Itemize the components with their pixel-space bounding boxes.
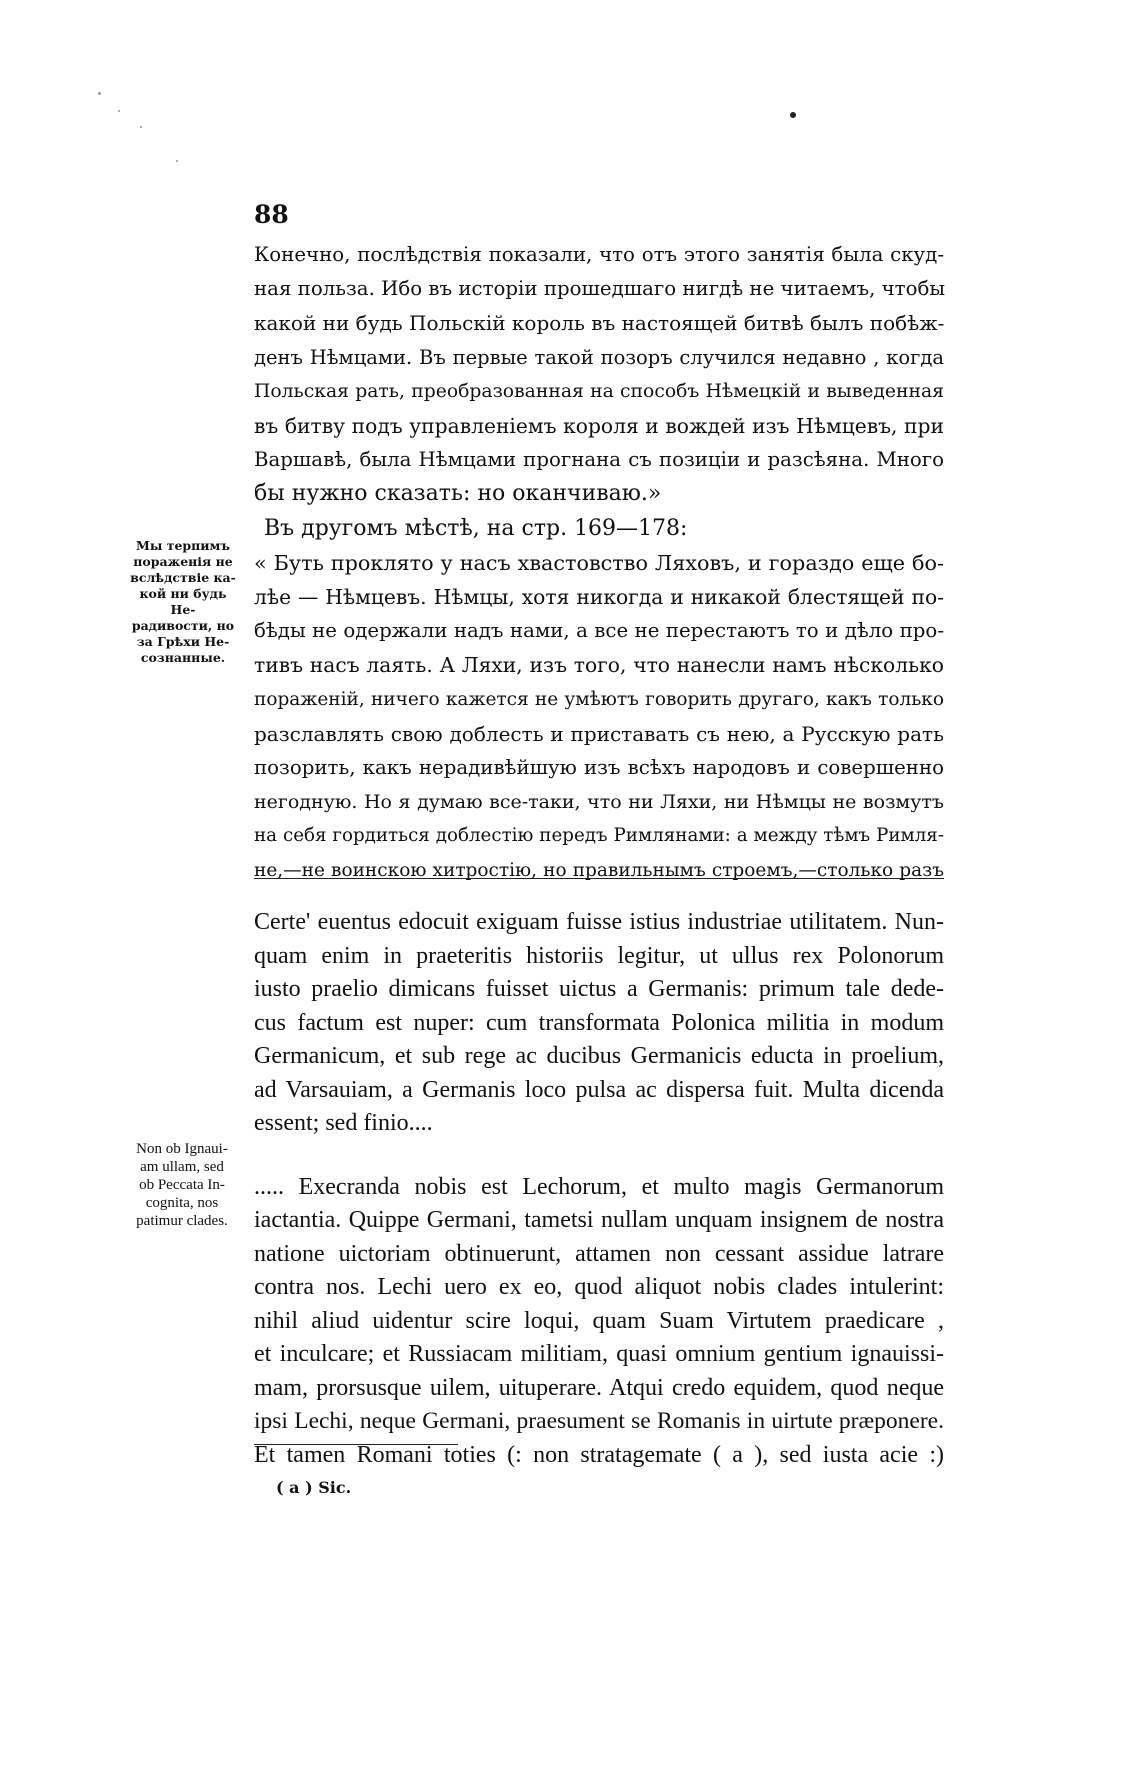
text-line: не,—не воинскою хитростію, но правильнымъ строемъ,—столько разъ — [254, 859, 944, 881]
russian-paragraph-1 — [254, 238, 944, 512]
text-line: quam enim in praeteritis historiis legitur, ut ullus rex Polonorum — [254, 942, 944, 969]
paragraph-gap — [254, 1141, 944, 1171]
text-line: ipsi Lechi, neque Germani, praesument se Romanis in uirtute præponere. — [254, 1408, 944, 1434]
footnote: ( a ) Sic. — [276, 1478, 352, 1497]
margin-note-latin — [122, 1140, 242, 1230]
text-line: contra nos. Lechi uero ex eo, quod aliquot nobis clades intulerint: — [254, 1274, 944, 1300]
text-line: какой ни будь Польскій король въ настоящей битвѣ былъ побѣж- — [254, 311, 945, 336]
text-line: бы нужно сказать: но оканчиваю.» — [254, 481, 662, 507]
margin-note-line: Мы терпимъ — [135, 538, 231, 553]
margin-note-line: patimur clades. — [136, 1213, 228, 1229]
text-line: негодную. Но я думаю все-таки, что ни Ляхи, ни Нѣмцы не возмутъ — [254, 791, 944, 814]
text-line: ная польза. Ибо въ исторіи прошедшаго нигдѣ не читаемъ, чтобы — [254, 277, 946, 301]
text-line: въ битву подъ управленіемъ короля и вождей изъ Нѣмцевъ, при — [254, 414, 944, 439]
text-line: iactantia. Quippe Germani, tametsi nullam unquam insignem de nostra — [254, 1207, 944, 1233]
text-line: пораженій, ничего кажется не умѣютъ говорить другаго, какъ только — [254, 688, 944, 710]
text-line: Germanicum, et sub rege ac ducibus Germanicis educta in proelium, — [254, 1043, 944, 1069]
latin-paragraph-1 — [254, 906, 944, 1141]
scan-speck — [790, 112, 796, 118]
scan-speck — [98, 92, 101, 95]
text-line: mam, prorsusque uilem, uituperare. Atqui credo equidem, quod neque — [254, 1374, 944, 1401]
text-line: лѣе — Нѣмцевъ. Нѣмцы, хотя никогда и никакой блестящей по- — [254, 585, 944, 610]
russian-paragraph-2 — [254, 512, 944, 546]
text-line: Конечно, послѣдствія показали, что отъ этого занятія была скуд- — [254, 243, 944, 266]
margin-note-line: кой ни будь Не- — [139, 586, 227, 617]
text-line: разславлять свою доблесть и приставать съ нею, а Русскую рать — [254, 721, 944, 746]
text-line: cus factum est nuper: cum transformata Polonica militia in modum — [254, 1009, 944, 1036]
russian-paragraph-3 — [254, 546, 944, 888]
scan-speck — [118, 110, 120, 112]
margin-note-line: Non ob Ignaui- — [136, 1141, 228, 1157]
text-line: ad Varsauiam, a Germanis loco pulsa ac dispersa fuit. Multa dicenda — [254, 1076, 944, 1103]
scan-speck — [176, 160, 178, 162]
page-number: 88 — [254, 200, 289, 229]
text-line: Certe' euentus edocuit exiguam fuisse istius industriae utilitatem. Nun- — [254, 909, 944, 935]
margin-note-line: пораженія не — [133, 554, 233, 569]
margin-note-russian — [128, 538, 238, 666]
scan-speck — [140, 126, 142, 128]
text-line: nihil aliud uidentur scire loqui, quam Suam Virtutem praedicare , — [254, 1307, 944, 1334]
margin-note-line: ob Peccata In- — [139, 1177, 225, 1193]
text-line: essent; sed finio.... — [254, 1110, 433, 1136]
text-line: natione uictoriam obtinuerunt, attamen non cessant assidue latrare — [254, 1240, 944, 1267]
margin-note-line: за Грѣхи Не- — [136, 634, 230, 649]
text-line: « Буть проклято у насъ хвастовство Ляховъ, и гораздо еще бо- — [254, 550, 944, 575]
margin-note-line: am ullam, sed — [140, 1159, 224, 1175]
section-divider — [254, 878, 944, 879]
margin-note-line: вслѣдствіе ка- — [130, 570, 236, 585]
text-line: бѣды не одержали надъ нами, а все не перестаютъ то и дѣло про- — [254, 619, 944, 643]
text-line: Польская рать, преобразованная на способъ Нѣмецкій и выведенная — [254, 380, 944, 402]
text-line: позорить, какъ нерадивѣйшую изъ всѣхъ народовъ и совершенно — [254, 756, 944, 780]
text-line: тивъ насъ лаять. А Ляхи, изъ того, что нанесли намъ нѣсколько — [254, 653, 944, 678]
margin-note-line: радивости, но — [131, 618, 235, 633]
text-line: et inculcare; et Russiacam militiam, quasi omnium gentium ignauissi- — [254, 1341, 944, 1367]
footnote-divider — [254, 1444, 458, 1445]
text-line: денъ Нѣмцами. Въ первые такой позоръ случился недавно , когда — [254, 345, 944, 369]
text-line: Въ другомъ мѣстѣ, на стр. 169—178: — [264, 515, 688, 541]
text-line: Et tamen Romani toties (: non stratagemate ( a ), sed iusta acie :) — [254, 1441, 944, 1468]
russian-text — [254, 238, 944, 888]
latin-paragraph-2 — [254, 1171, 944, 1473]
text-line: ..... Execranda nobis est Lechorum, et multo magis Germanorum — [254, 1173, 944, 1200]
margin-note-line: cognita, nos — [145, 1195, 219, 1211]
text-line: Варшавѣ, была Нѣмцами прогнана съ позиціи и разсѣяна. Много — [254, 448, 944, 472]
latin-text — [254, 906, 944, 1472]
margin-note-line: сознанные. — [140, 650, 226, 665]
text-line: iusto praelio dimicans fuisset uictus a Germanis: primum tale dede- — [254, 976, 944, 1002]
text-line: на себя гордиться доблестію передъ Римлянами: а между тѣмъ Римля- — [254, 825, 944, 847]
